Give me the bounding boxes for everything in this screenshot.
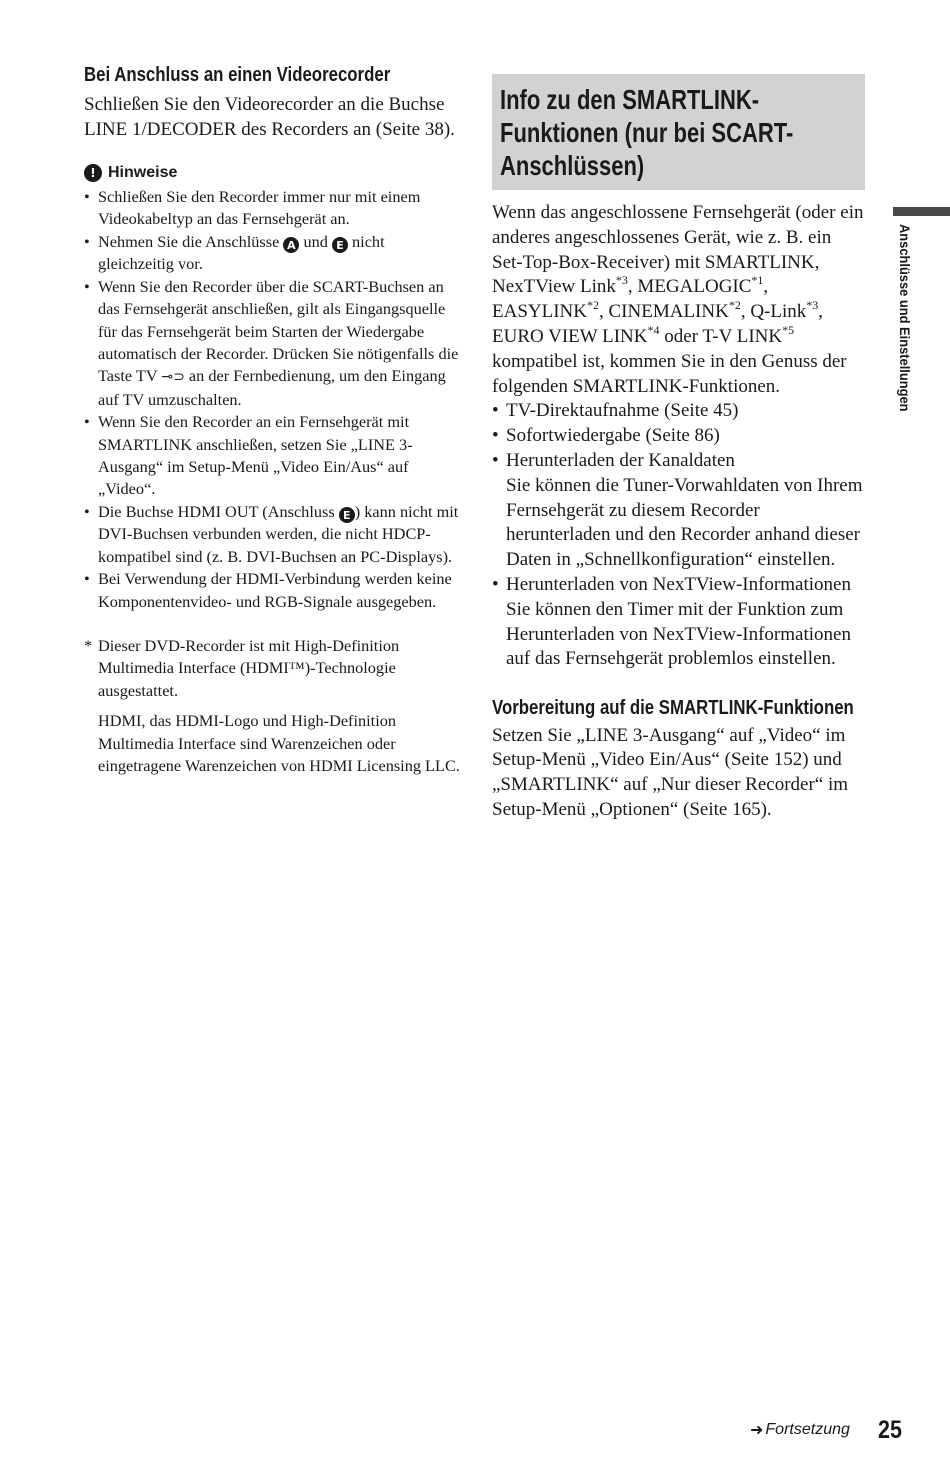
feature-item-4	[492, 573, 864, 672]
hint-item-4: • Wenn Sie den Recorder an ein Fernsehgerät mit SMARTLINK anschließen, setzen Sie „LINE 3-Ausgang“ im Setup-Menü „Video Ein/Aus“ auf „Video“.	[84, 411, 462, 501]
smartlink-title-box	[492, 74, 865, 190]
connection-e-badge: E	[332, 237, 348, 253]
right-column	[492, 201, 864, 823]
smartlink-feature-list	[492, 399, 864, 672]
connection-e-badge: E	[339, 507, 355, 523]
feature-title: • Herunterladen von NexTView-Informationen	[506, 573, 851, 595]
feature-item-3	[492, 449, 864, 573]
page-number: 25	[878, 1416, 902, 1444]
feature-description: Sie können die Tuner-Vorwahldaten von Ihrem Fernsehgerät zu diesem Recorder herunterladen und den Recorder anhand dieser Daten in „Schnellkonfiguration“ einstellen.	[506, 474, 863, 571]
footnote-mark: *	[84, 635, 93, 655]
hint-item-5: • Die Buchse HDMI OUT (Anschluss E ) kann nicht mit DVI-Buchsen verbunden werden, die nicht HDCP-kompatibel sind (z. B. DVI-Buchsen an PC-Displays).	[84, 501, 462, 568]
connection-a-badge: A	[283, 237, 299, 253]
chapter-side-tab	[897, 224, 917, 464]
tv-input-select-icon: ⊸⊃	[161, 369, 185, 386]
hints-title: Hinweise	[108, 164, 178, 181]
feature-item-2: • Sofortwiedergabe (Seite 86)	[492, 424, 864, 449]
chapter-side-tab-label: Anschlüsse und Einstellungen	[897, 224, 913, 412]
preparation-instruction: Setzen Sie „LINE 3-Ausgang“ auf „Video“ im Setup-Menü „Video Ein/Aus“ (Seite 152) und „SMARTLINK“ auf „Nur dieser Recorder“ im Setup-Menü „Optionen“ (Seite 165).	[492, 724, 849, 821]
trademark-notice: HDMI, das HDMI-Logo und High-Definition Multimedia Interface sind Warenzeichen oder eingetragene Warenzeichen von HDMI Licensing LLC.	[98, 711, 460, 775]
continued-label: Fortsetzung	[765, 1420, 850, 1438]
side-tab-bar	[893, 207, 950, 216]
feature-item-1: • TV-Direktaufnahme (Seite 45)	[492, 399, 864, 424]
continued-indicator	[750, 1420, 850, 1439]
page-title: Info zu den SMARTLINK-Funktionen (nur bei SCART-Anschlüssen)	[500, 84, 794, 181]
left-column	[84, 62, 462, 777]
hints-header	[84, 162, 462, 184]
feature-description: Sie können den Timer mit der Funktion zum Herunterladen von NexTView-Informationen auf das Fernsehgerät problemlos einstellen.	[506, 598, 851, 670]
hints-list	[84, 186, 462, 613]
section-heading-preparation: Vorbereitung auf die SMARTLINK-Funktionen	[492, 697, 854, 720]
hint-item-3: • Wenn Sie den Recorder über die SCART-Buchsen an das Fernsehgerät anschließen, gilt als Eingangsquelle für das Fernsehgerät beim Starten der Wiedergabe automatisch der Recorder. Drücken Sie nötigenfalls die Taste TV ⊸⊃ an der Fernbedienung, um den Eingang auf TV umzuschalten.	[84, 276, 462, 411]
hint-item-2: • Nehmen Sie die Anschlüsse A und E nicht gleichzeitig vor.	[84, 231, 462, 276]
arrow-right-icon: ➜	[750, 1420, 764, 1439]
feature-title: • Herunterladen der Kanaldaten	[506, 449, 735, 471]
hint-item-6: • Bei Verwendung der HDMI-Verbindung werden keine Komponentenvideo- und RGB-Signale ausgegeben.	[84, 568, 462, 613]
hdmi-footnote	[84, 635, 462, 702]
section-heading-videorecorder: Bei Anschluss an einen Videorecorder	[84, 64, 391, 86]
hint-icon: !	[84, 164, 102, 182]
hint-item-1: • Schließen Sie den Recorder immer nur mit einem Videokabeltyp an das Fernsehgerät an.	[84, 186, 462, 231]
videorecorder-instruction: Schließen Sie den Videorecorder an die Buchse LINE 1/DECODER des Recorders an (Seite 38).	[84, 94, 455, 140]
footnote-text: Dieser DVD-Recorder ist mit High-Definition Multimedia Interface (HDMI™)-Technologie ausgestattet.	[98, 635, 400, 700]
smartlink-intro: Wenn das angeschlossene Fernsehgerät (oder ein anderes angeschlossenes Gerät, wie z. B. ein Set-Top-Box-Receiver) mit SMARTLINK, NexTView Link$^{*3}$, MEGALOGIC$^{*1}$, EASYLINK$^{*2}$, CINEMALINK$^{*2}$, Q-Link$^{*3}$, EURO VIEW LINK$^{*4}$ oder T-V LINK$^{*5}$ kompatibel ist, kommen Sie in den Genuss der folgenden SMARTLINK-Funktionen.	[492, 202, 864, 397]
